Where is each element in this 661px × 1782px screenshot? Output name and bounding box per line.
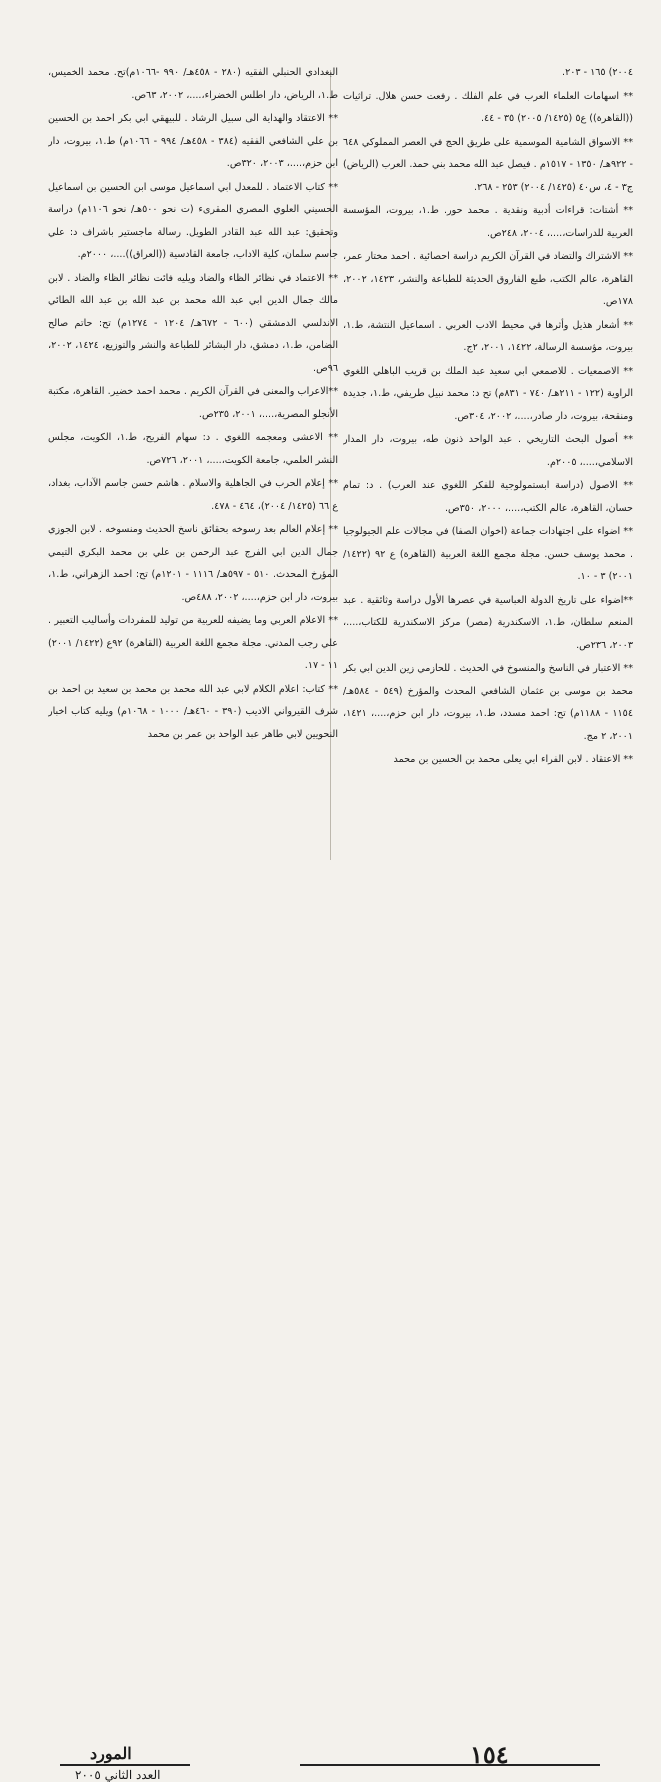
bib-entry: ** الاعتقاد . لابن الفراء ابي يعلى محمد بن الحسين بن محمد (393, 754, 633, 765)
bib-entry: ** اسهامات العلماء العرب في علم الفلك . رفعت حسن هلال. تراثيات ((القاهرة)) ع٥ (١٤٢٥/ ٢٠٠٥) ٣٥ - ٤٤. (343, 90, 633, 124)
bib-entry: ** أصول البحث التاريخي . عبد الواحد ذنون طه، بيروت، دار المدار الاسلامي،....، ٢٠٠٥م. (343, 434, 633, 468)
bib-entry: ** إعلام الحرب في الجاهلية والاسلام . هاشم حسن جاسم الآداب، بغداد، ع ٦٦ (١٤٢٥/ ٢٠٠٤)، ٤٦٤ - ٤٧٨. (48, 478, 338, 512)
bib-entry: **الاعراب والمعنى في القرآن الكريم . محمد احمد خضير. القاهرة، مكتبة الأنجلو المصرية،....، ٢٠٠١، ٢٣٥ص. (48, 386, 338, 420)
bib-entry: ** أشتات: قراءات أدبية ونقدية . محمد حور. ط.١، بيروت، المؤسسة العربية للدراسات،....، ٢٠٠٤، ٢٤٨ص. (343, 205, 633, 239)
footer-rule (300, 1764, 600, 1766)
bib-entry: ** كتاب: اعلام الكلام لابي عبد الله محمد بن محمد بن سعيد بن احمد بن شرف القيرواني الاديب (٣٩٠ - ٤٦٠هـ/ ١٠٠٠ - ١٠٦٨م) ويليه كتاب اخبار النحويين لابي طاهر عبد الواحد بن عمر بن محمد (48, 683, 338, 740)
bib-entry: ** الاعشى ومعجمه اللغوي . د: سهام الفريح، ط.١، الكويت، مجلس النشر العلمي، جامعة الكويت،....، ٢٠٠١، ٧٢٦ص. (48, 432, 338, 466)
page-footer (0, 868, 661, 1782)
page-number: ١٥٤ (470, 1740, 509, 1769)
bib-entry: ** الاسواق الشامية الموسمية على طريق الحج في العصر المملوكي ٦٤٨ - ٩٢٢هـ/ ١٣٥٠ - ١٥١٧م . فيصل عبد الله محمد بني حمد. العرب (الرياض) ج٣ - ٤، س٤٠ (١٤٢٥/ ٢٠٠٤) ٢٥٣ - ٢٦٨. (343, 136, 633, 193)
bib-entry: ** الاعتماد في نظائر الظاء والضاد ويليه فائت نظائر الظاء والضاد . لابن مالك جمال الدين ابي عبد الله محمد بن عبد الله بن عبد الله الطائي الاندلسي الدمشقي (٦٠٠ - ٦٧٢هـ/ ١٢٠٤ - ١٢٧٤م) تح: حاتم صالح الضامن، ط.١، دمشق، دار البشائر للطباعة والنشر والتوزيع، ١٤٢٤، ٢٠٠٢، ٩٦ص. (48, 272, 338, 374)
right-column (343, 62, 633, 862)
bib-entry: ** الاعتقاد والهداية الى سبيل الرشاد . للبيهقي ابي بكر احمد بن الحسين بن علي الشافعي الفقيه (٣٨٤ - ٤٥٨هـ/ ٩٩٤ - ١٠٦٦م) ط.١، بيروت، دار ابن حزم،....، ٢٠٠٣، ٣٢٠ص. (48, 113, 338, 169)
bib-entry: ** الاصول (دراسة ابستمولوجية للفكر اللغوي عند العرب) . د: تمام حسان، القاهرة، عالم الكتب،....، ٢٠٠٠، ٣٥٠ص. (343, 480, 633, 514)
bib-entry: ٢٠٠٤) ١٦٥ - ٢٠٣. (562, 67, 633, 78)
bib-entry: ** اضواء على اجتهادات جماعة (اخوان الصفا) في مجالات علم الجيولوجيا . محمد يوسف حسن. مجلة مجمع اللغة العربية (القاهرة) ع ٩٢ (١٤٢٢/ ٢٠٠١) ٣ - ١٠. (343, 526, 633, 582)
footer-rule-left (60, 1764, 190, 1766)
bib-entry: ** الاعلام العربي وما يضيفه للعربية من توليد للمفردات وأساليب التعبير . علي رجب المدني. مجلة مجمع اللغة العربية (القاهرة) ٩٢ع (١٤٢٢/ ٢٠٠١) ١١ - ١٧. (48, 615, 338, 671)
bib-entry: البغدادي الحنبلي الفقيه (٢٨٠ - ٤٥٨هـ/ ٩٩٠ -١٠٦٦م)تح. محمد الخميس، ط.١، الرياض، دار اطلس الخضراء،....، ٢٠٠٢، ٦٣ص. (48, 67, 338, 101)
left-column (48, 62, 338, 862)
bib-entry: **اضواء على تاريخ الدولة العباسية في عصرها الأول دراسة وثائقية . عبد المنعم سلطان، ط.١، الاسكندرية (مصر) مركز الاسكندرية للكتاب،....، ٢٠٠٣، ٢٣٦ص. (343, 594, 633, 651)
bib-entry: ** الاصمعيات . للاصمعي ابي سعيد عبد الملك بن قريب الباهلي اللغوي الراوية (١٢٢ - ٢١١هـ/ ٧٤٠ - ٨٣١م) تح د: محمد نبيل طريفي، ط.١، جديدة ومنقحة، بيروت، دار صادر،....، ٢٠٠٢، ٣٠٤ص. (343, 365, 633, 422)
bib-entry: ** إعلام العالم بعد رسوخه بحقائق ناسخ الحديث ومنسوخه . لابن الجوزي جمال الدين ابي الفرج عبد الرحمن بن علي بن محمد البكري التيمي المؤرخ المحدث. ٥١٠ - ٥٩٧هـ/ ١١١٦ - ١٢٠١م) تح: احمد الزهراني، ط.١، بيروت، دار ابن حزم،....، ٢٠٠٢، ٤٨٨ص. (48, 524, 338, 603)
bib-entry: ** أشعار هذيل وأثرها في محيط الادب العربي . اسماعيل النتشة، ط.١، بيروت، مؤسسة الرسالة، ١٤٢٢، ٢٠٠١، ٢ج. (343, 319, 633, 353)
journal-name: المورد (90, 1744, 132, 1763)
bib-entry: ** كتاب الاعتماد . للمعدل ابي اسماعيل موسى ابن الحسين بن اسماعيل الحسيني العلوي المصري المقرىء (ت نحو ٥٠٠هـ/ نحو ١١٠٦م) دراسة وتحقيق: عبد الله عبد القادر الطويل. رسالة ماجستير باشراف د: علي جاسم سلمان، كلية الاداب، جامعة القادسية ((العراق))....، ٢٠٠٠م. (48, 181, 338, 260)
issue-label: العدد الثاني ٢٠٠٥ (75, 1768, 161, 1782)
bib-entry: ** الاشتراك والتضاد في القرآن الكريم دراسة احصائية . احمد مختار عمر، القاهرة، عالم الكتب، طبع الفاروق الحديثة للطباعة والنشر، ١٤٢٣، ٢٠٠٢، ١٧٨ص. (343, 251, 633, 307)
bib-entry: ** الاعتبار في الناسخ والمنسوخ في الحديث . للحازمي زين الدين ابي بكر محمد بن موسى بن عثمان الشافعي المحدث والمؤرخ (٥٤٩ - ٥٨٤هـ/ ١١٥٤ - ١١٨٨م) تح: احمد مسدد، ط.١، بيروت، دار ابن حزم،....، ١٤٢١، ٢٠٠١، ٢ مج. (343, 663, 633, 742)
